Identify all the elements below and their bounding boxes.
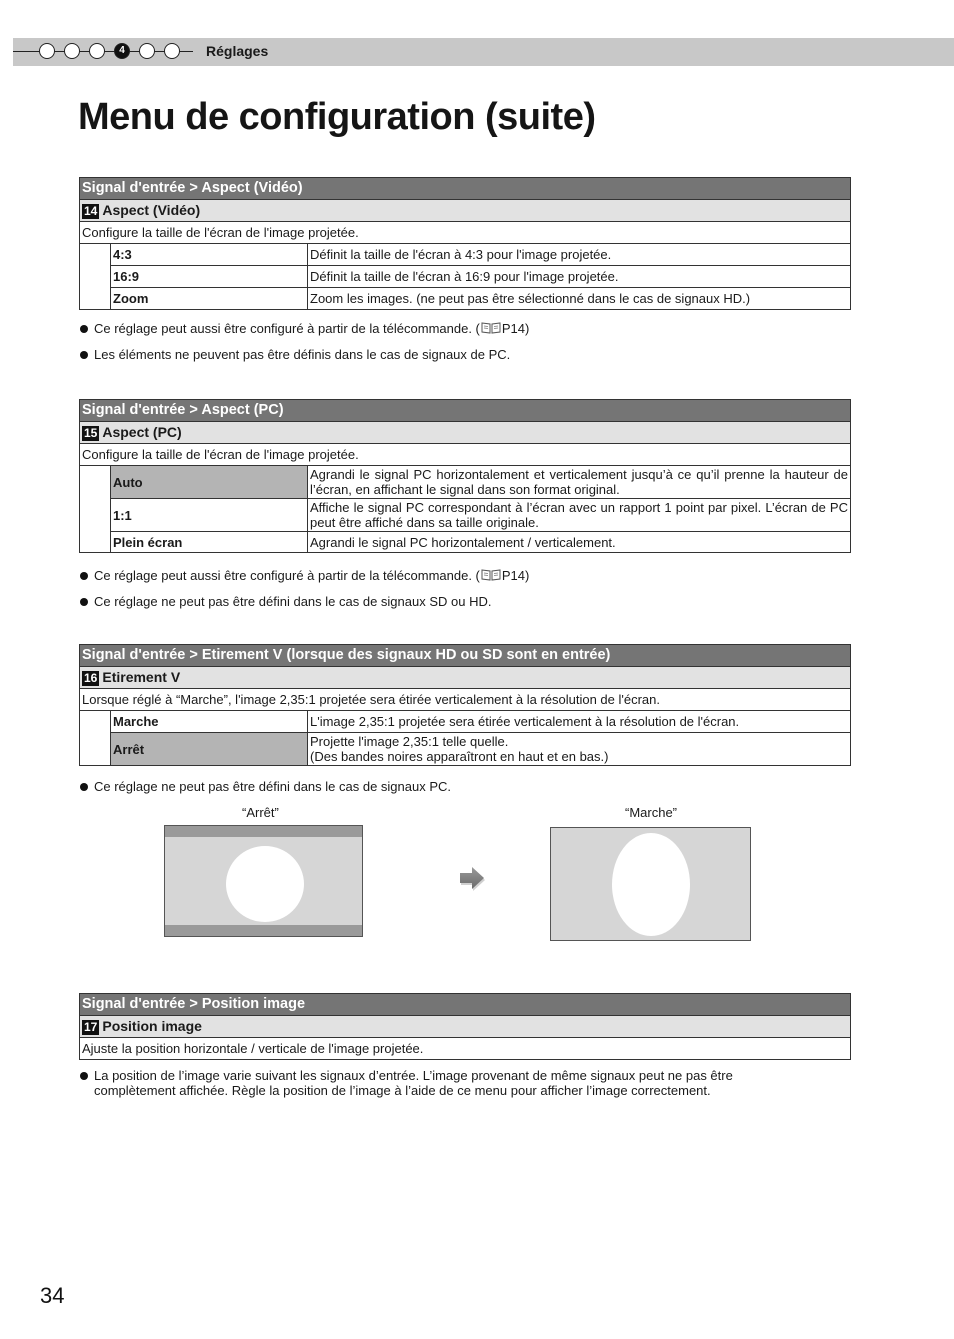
page-title: Menu de configuration (suite) <box>78 96 596 138</box>
step-circle <box>139 43 155 59</box>
page-number: 34 <box>40 1283 65 1308</box>
bullet-icon <box>80 572 88 580</box>
bullet-icon <box>80 783 88 791</box>
note-item <box>80 779 800 794</box>
step-circle <box>64 43 80 59</box>
note-ref: P14) <box>501 321 530 336</box>
option-text: Définit la taille de l'écran à 16:9 pour l'image projetée. <box>308 266 851 288</box>
option-text: Agrandi le signal PC horizontalement / verticalement. <box>308 532 851 553</box>
option-label: 16:9 <box>111 266 308 288</box>
note-item <box>80 347 800 362</box>
indent-cell <box>80 466 111 553</box>
figure-label-on: “Marche” <box>625 805 678 820</box>
settings-table-aspect-pc <box>79 399 851 553</box>
item-row <box>80 200 851 222</box>
note-ref: P14) <box>501 568 530 583</box>
item-number: 14 <box>84 203 98 218</box>
note-text: Ce réglage peut aussi être configuré à partir de la télécommande. ( <box>94 568 480 583</box>
note-text: Ce réglage ne peut pas être défini dans le cas de signaux PC. <box>94 779 452 794</box>
table-header: Signal d'entrée > Position image <box>80 994 851 1016</box>
option-label: Zoom <box>111 288 308 310</box>
screen-illustration-off <box>164 825 363 937</box>
option-label: Plein écran <box>111 532 308 553</box>
note-item <box>80 1068 800 1098</box>
letterbox-band-top <box>165 826 362 837</box>
book-icon <box>481 322 501 334</box>
option-text: Zoom les images. (ne peut pas être sélectionné dans le cas de signaux HD.) <box>308 288 851 310</box>
book-icon <box>481 569 501 581</box>
note-item <box>80 568 800 583</box>
top-bar <box>13 38 954 66</box>
indent-cell <box>80 711 111 766</box>
step-circle-active: 4 <box>114 43 130 59</box>
letterbox-band-bottom <box>165 925 362 936</box>
table-header: Signal d'entrée > Etirement V (lorsque des signaux HD ou SD sont en entrée) <box>80 645 851 667</box>
table-header: Signal d'entrée > Aspect (Vidéo) <box>80 178 851 200</box>
step-circle <box>39 43 55 59</box>
item-row <box>80 667 851 689</box>
bullet-icon <box>80 325 88 333</box>
settings-table-aspect-video <box>79 177 851 310</box>
note-item <box>80 594 800 609</box>
arrow-right-icon <box>458 866 486 892</box>
item-number: 15 <box>84 425 98 440</box>
option-text: L'image 2,35:1 projetée sera étirée verticalement à la résolution de l'écran. <box>308 711 851 733</box>
option-text-line: Projette l'image 2,35:1 telle quelle. <box>310 734 509 749</box>
settings-table-position-image <box>79 993 851 1060</box>
option-label: Auto <box>111 466 308 499</box>
step-indicator <box>39 43 180 59</box>
note-text: Ce réglage peut aussi être configuré à partir de la télécommande. ( <box>94 321 480 336</box>
option-label: Marche <box>111 711 308 733</box>
section-title: Réglages <box>206 43 269 59</box>
note-text: Les éléments ne peuvent pas être définis dans le cas de signaux de PC. <box>94 347 511 362</box>
indent-cell <box>80 244 111 310</box>
screen-illustration-on <box>550 827 751 941</box>
item-number: 17 <box>84 1019 98 1034</box>
item-title: Position image <box>102 1017 202 1034</box>
option-label: 1:1 <box>111 499 308 532</box>
option-text <box>308 733 851 766</box>
option-text: Affiche le signal PC correspondant à l’écran avec un rapport 1 point par pixel. L’écran de PC peut être affiché dans sa taille originale. <box>308 499 851 532</box>
image-oval <box>612 833 690 936</box>
image-circle <box>226 846 304 922</box>
option-text-line: (Des bandes noires apparaîtront en haut et en bas.) <box>310 749 609 764</box>
note-item <box>80 321 800 336</box>
option-text: Agrandi le signal PC horizontalement et verticalement jusqu’à ce qu’il prenne la hauteur de l’écran, en affichant le signal dans son format original. <box>308 466 851 499</box>
step-circle <box>164 43 180 59</box>
note-text: Ce réglage ne peut pas être défini dans le cas de signaux SD ou HD. <box>94 594 492 609</box>
item-description: Lorsque réglé à “Marche”, l'image 2,35:1 projetée sera étirée verticalement à la résolution de l'écran. <box>80 689 851 711</box>
item-description: Configure la taille de l'écran de l'image projetée. <box>80 222 851 244</box>
item-title: Aspect (PC) <box>102 423 182 440</box>
item-row <box>80 422 851 444</box>
item-title: Etirement V <box>102 668 181 685</box>
item-number: 16 <box>84 670 98 685</box>
item-title: Aspect (Vidéo) <box>102 201 201 218</box>
bullet-icon <box>80 1072 88 1080</box>
step-circle <box>89 43 105 59</box>
item-description: Configure la taille de l'écran de l'image projetée. <box>80 444 851 466</box>
bullet-icon <box>80 351 88 359</box>
table-header: Signal d'entrée > Aspect (PC) <box>80 400 851 422</box>
option-text: Définit la taille de l'écran à 4:3 pour l'image projetée. <box>308 244 851 266</box>
note-text: La position de l’image varie suivant les signaux d’entrée. L’image provenant de même signaux peut ne pas être complètement affichée. Règle la position de l’image à l’aide de ce menu pour afficher l’image correctement. <box>94 1068 733 1098</box>
item-description: Ajuste la position horizontale / verticale de l'image projetée. <box>80 1038 851 1060</box>
figure-label-off: “Arrêt” <box>242 805 279 820</box>
item-row <box>80 1016 851 1038</box>
settings-table-etirement-v <box>79 644 851 766</box>
bullet-icon <box>80 598 88 606</box>
option-label: Arrêt <box>111 733 308 766</box>
option-label: 4:3 <box>111 244 308 266</box>
